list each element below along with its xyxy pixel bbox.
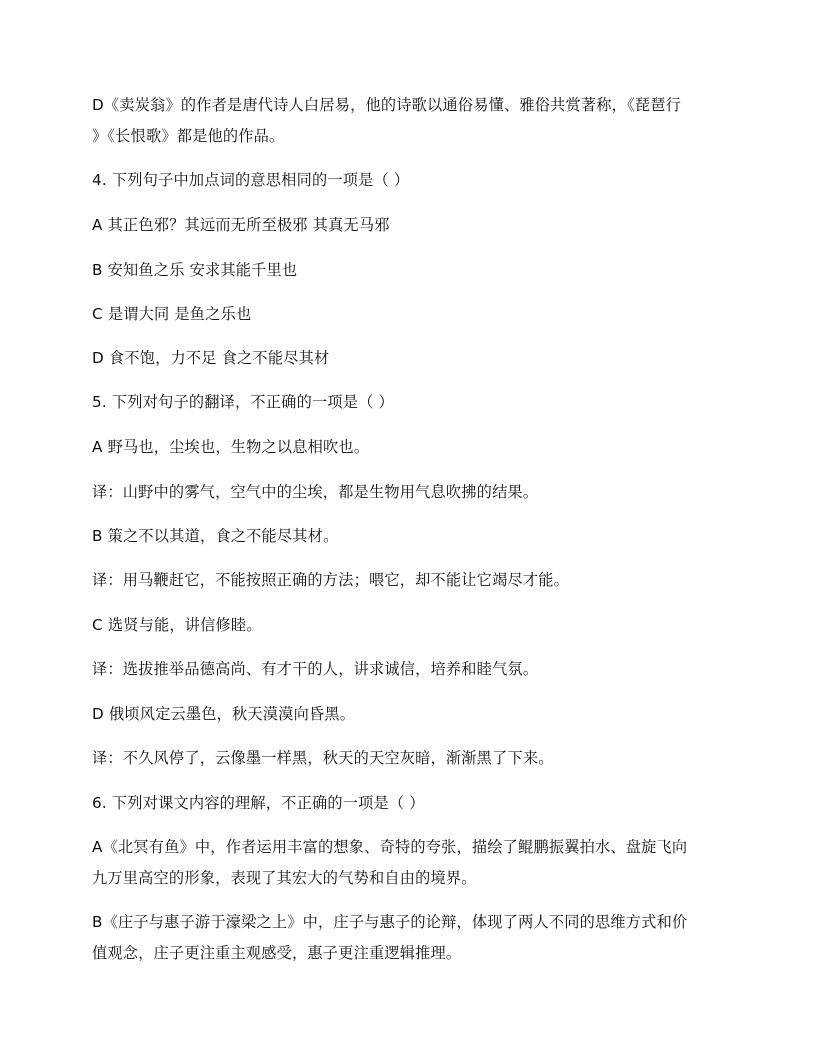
question-text: 6. 下列对课文内容的理解，不正确的一项是（ ） xyxy=(92,794,425,812)
option-text: C 选贤与能，讲信修睦。 xyxy=(92,616,262,634)
q5-option-a xyxy=(92,432,726,463)
q4-option-a xyxy=(92,210,726,241)
option-text: B 策之不以其道，食之不能尽其材。 xyxy=(92,527,339,545)
q4-option-c xyxy=(92,299,726,330)
q5-option-d-translation xyxy=(92,743,726,774)
option-text: C 是谓大同 是鱼之乐也 xyxy=(92,305,252,323)
translation-text: 译：不久风停了，云像墨一样黑，秋天的天空灰暗，渐渐黑了下来。 xyxy=(92,749,554,767)
text-line: B《庄子与惠子游于濠梁之上》中，庄子与惠子的论辩，体现了两人不同的思维方式和价 xyxy=(92,913,688,931)
text-line: A《北冥有鱼》中，作者运用丰富的想象、奇特的夸张，描绘了鲲鹏振翼拍水、盘旋飞向 xyxy=(92,838,688,856)
translation-text: 译：山野中的雾气，空气中的尘埃，都是生物用气息吹拂的结果。 xyxy=(92,483,539,501)
q5-option-c-translation xyxy=(92,654,726,685)
option-text: D 俄顷风定云墨色，秋天漠漠向昏黑。 xyxy=(92,705,356,723)
question-6 xyxy=(92,788,726,819)
q4-option-b xyxy=(92,255,726,286)
q4-option-d xyxy=(92,343,726,374)
q5-option-d xyxy=(92,699,726,730)
option-text: B 安知鱼之乐 安求其能千里也 xyxy=(92,261,298,279)
question-text: 4. 下列句子中加点词的意思相同的一项是（ ） xyxy=(92,171,410,189)
q5-option-a-translation xyxy=(92,477,726,508)
q5-option-b xyxy=(92,521,726,552)
translation-text: 译：用马鞭赶它，不能按照正确的方法；喂它，却不能让它竭尽才能。 xyxy=(92,571,570,589)
text-line: 九万里高空的形象，表现了其宏大的气势和自由的境界。 xyxy=(92,869,477,887)
option-text: A 野马也，尘埃也，生物之以息相吹也。 xyxy=(92,438,370,456)
option-text: D 食不饱，力不足 食之不能尽其材 xyxy=(92,349,330,367)
question-4 xyxy=(92,165,726,196)
question-5 xyxy=(92,387,726,418)
q5-option-c xyxy=(92,610,726,641)
text-line: D《卖炭翁》的作者是唐代诗人白居易，他的诗歌以通俗易懂、雅俗共赏著称，《琵琶行 xyxy=(92,96,682,114)
translation-text: 译：选拔推举品德高尚、有才干的人，讲求诚信，培养和睦气氛。 xyxy=(92,660,539,678)
option-d-maitanweng xyxy=(92,90,726,152)
text-line: 》《长恨歌》都是他的作品。 xyxy=(92,127,285,145)
q6-option-a xyxy=(92,832,726,894)
q6-option-b xyxy=(92,907,726,969)
option-text: A 其正色邪？其远而无所至极邪 其真无马邪 xyxy=(92,216,390,234)
question-text: 5. 下列对句子的翻译，不正确的一项是（ ） xyxy=(92,393,394,411)
text-line: 值观念，庄子更注重主观感受，惠子更注重逻辑推理。 xyxy=(92,944,462,962)
q5-option-b-translation xyxy=(92,565,726,596)
